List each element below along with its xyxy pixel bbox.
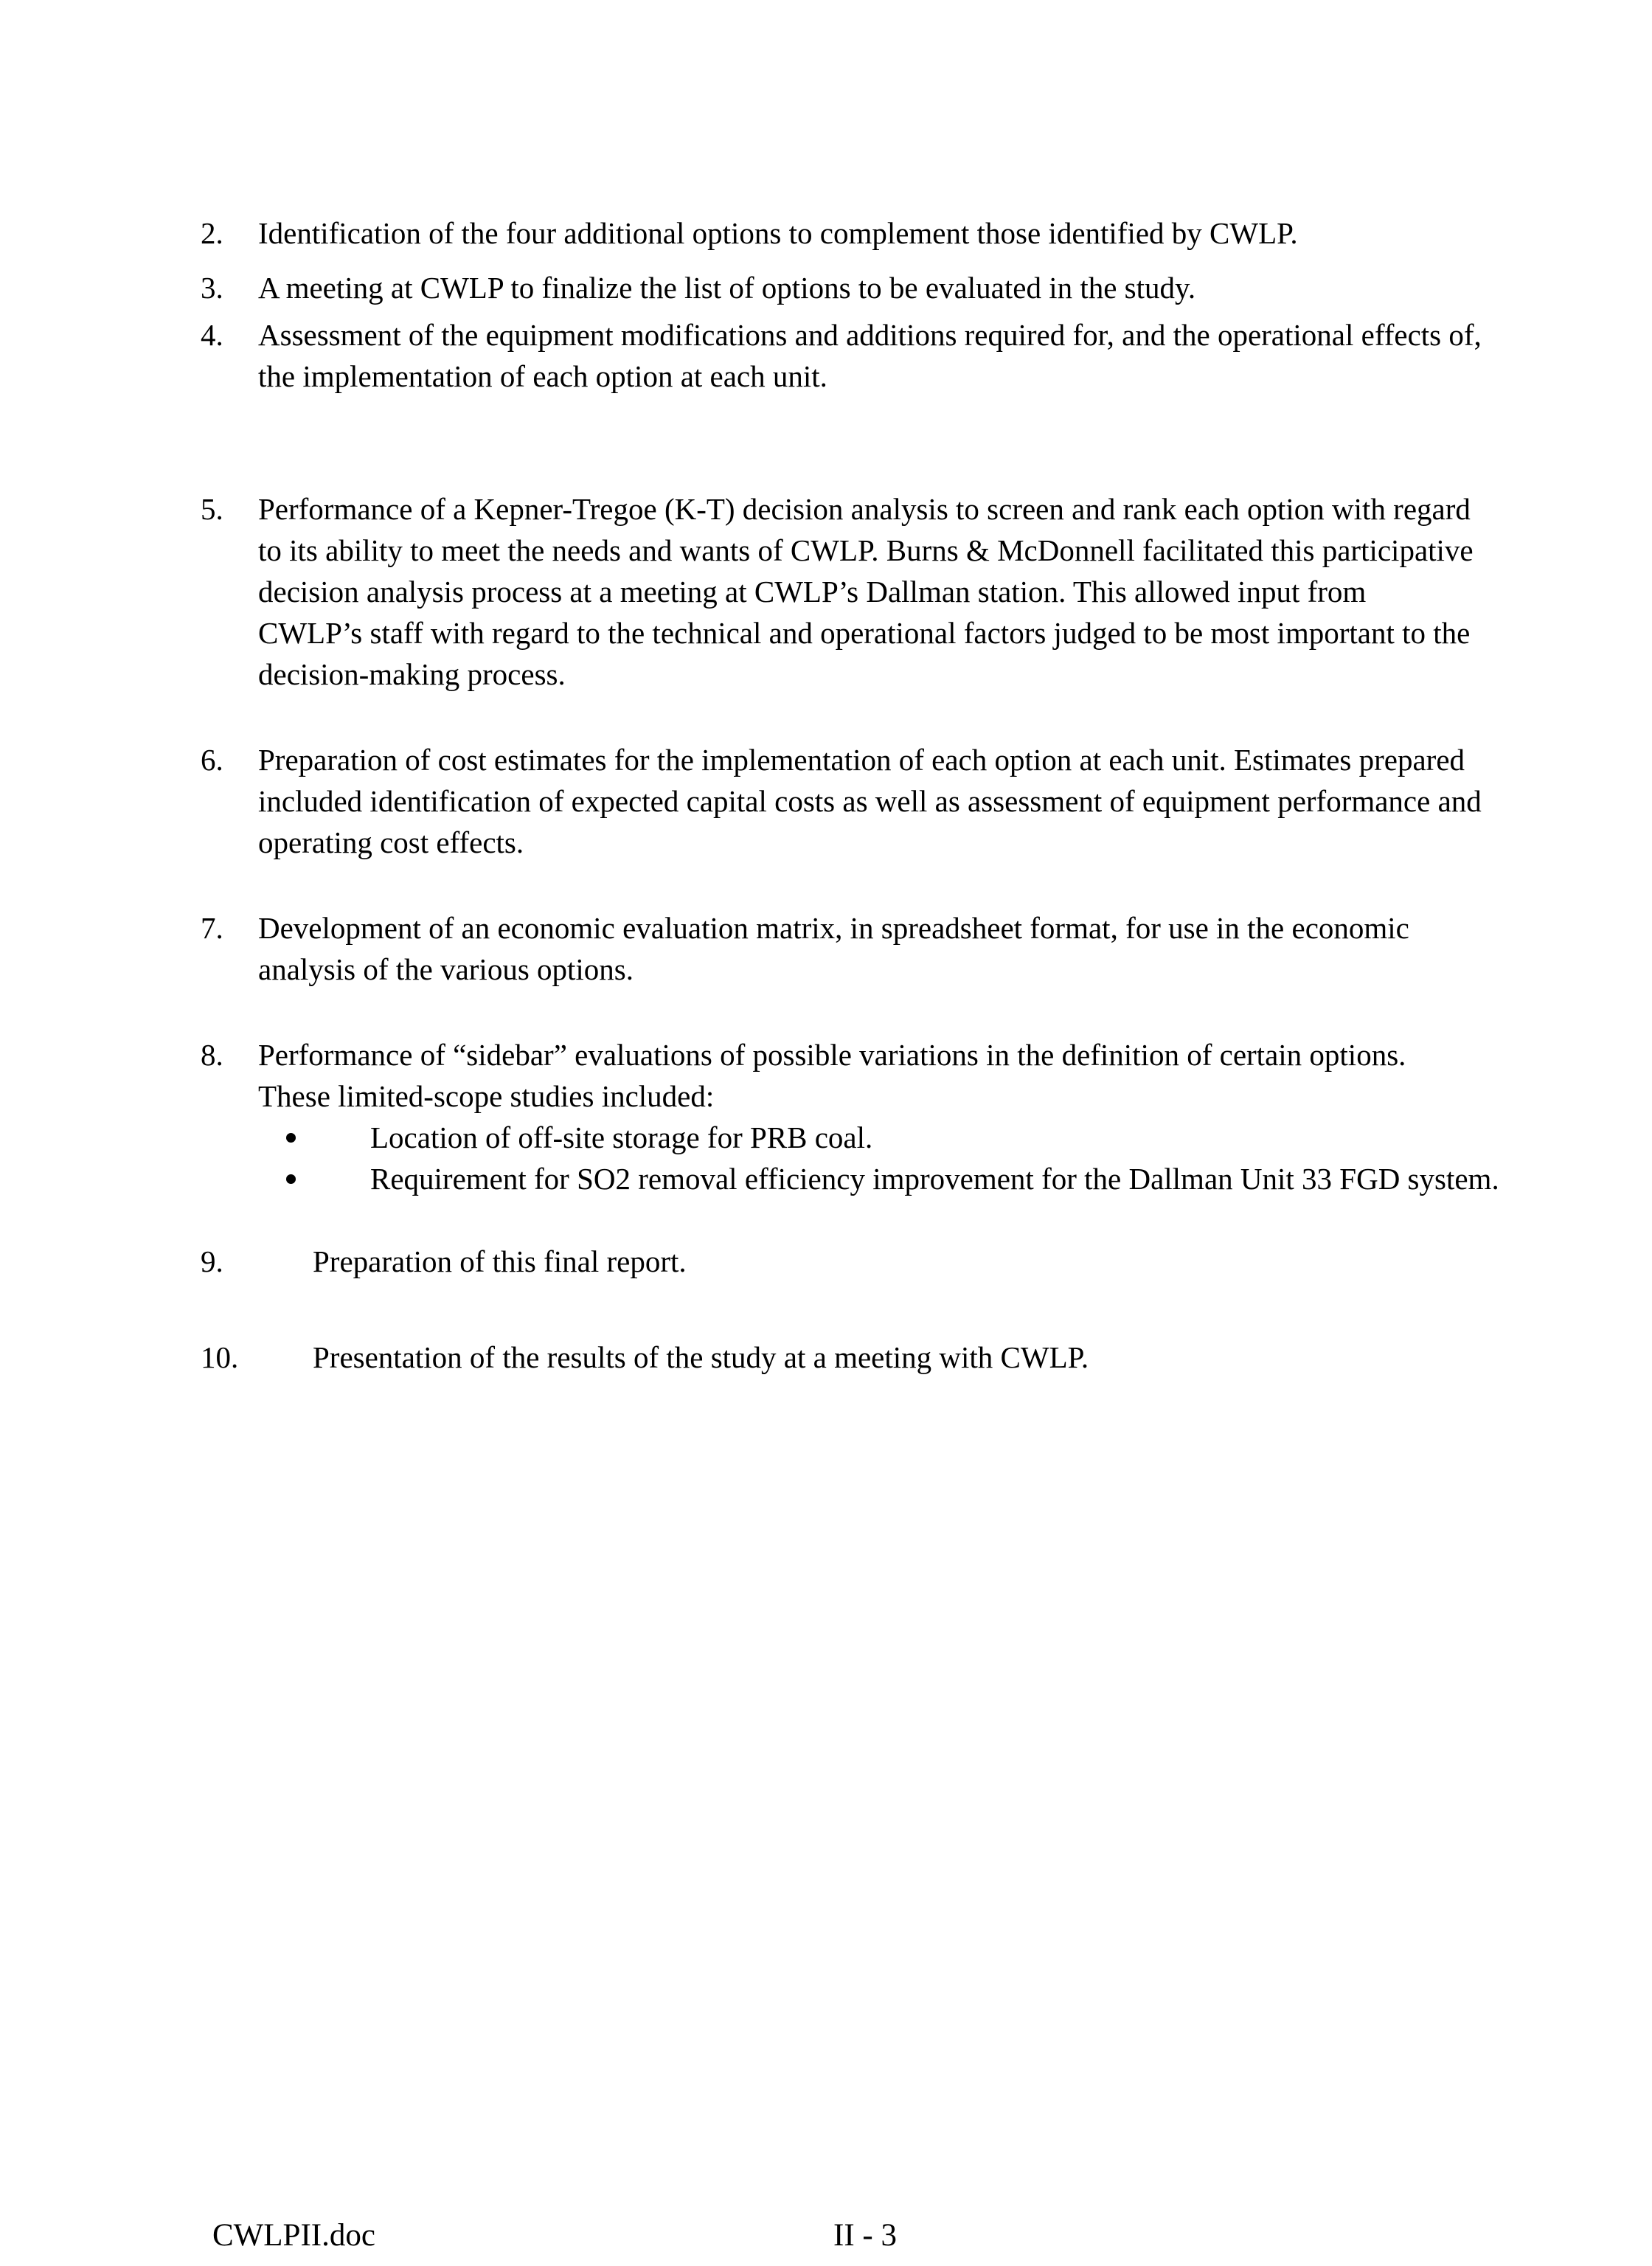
- bullet-icon: [286, 1174, 296, 1184]
- item-text: decision-making process.: [258, 657, 566, 691]
- item-text: Preparation of cost estimates for the implementation of each option at each unit. Estimates prepared: [258, 743, 1465, 777]
- item-text: Presentation of the results of the study at a meeting with CWLP.: [313, 1340, 1089, 1374]
- item-number: 7.: [201, 911, 223, 945]
- item-text: the implementation of each option at each unit.: [258, 359, 827, 393]
- bullet-item: [258, 1158, 1499, 1199]
- item-text: Performance of “sidebar” evaluations of possible variations in the definition of certain options.: [258, 1038, 1406, 1072]
- footer-page-number: II - 3: [833, 2218, 897, 2253]
- item-number: 9.: [201, 1244, 223, 1278]
- item-text: Preparation of this final report.: [313, 1244, 687, 1278]
- bullet-icon: [286, 1133, 296, 1143]
- item-number: 4.: [201, 318, 223, 352]
- item-text: analysis of the various options.: [258, 952, 634, 986]
- item-text: decision analysis process at a meeting at CWLP’s Dallman station. This allowed input from: [258, 575, 1367, 609]
- item-text: Development of an economic evaluation matrix, in spreadsheet format, for use in the economic: [258, 911, 1409, 945]
- item-text: These limited-scope studies included:: [258, 1079, 715, 1113]
- item-number: 5.: [201, 492, 223, 526]
- bullet-text: Location of off-site storage for PRB coal.: [370, 1120, 873, 1154]
- item-text: Performance of a Kepner-Tregoe (K-T) decision analysis to screen and rank each option with regard: [258, 492, 1471, 526]
- item-number: 3.: [201, 271, 223, 305]
- footer-filename: CWLPII.doc: [212, 2218, 375, 2253]
- item-text: to its ability to meet the needs and wants of CWLP. Burns & McDonnell facilitated this participative: [258, 533, 1474, 567]
- item-number: 10.: [201, 1340, 239, 1374]
- item-text: A meeting at CWLP to finalize the list of options to be evaluated in the study.: [258, 271, 1196, 305]
- item-text: Assessment of the equipment modifications and additions required for, and the operational effects of,: [258, 318, 1482, 352]
- bullet-item: [258, 1117, 1499, 1158]
- item-number: 2.: [201, 216, 223, 250]
- bullet-text: Requirement for SO2 removal efficiency improvement for the Dallman Unit 33 FGD system.: [370, 1162, 1499, 1196]
- item-number: 6.: [201, 743, 223, 777]
- item-text: CWLP’s staff with regard to the technical and operational factors judged to be most important to the: [258, 616, 1471, 650]
- item-text: Identification of the four additional options to complement those identified by CWLP.: [258, 216, 1298, 250]
- item-text: operating cost effects.: [258, 825, 524, 859]
- item-text: included identification of expected capital costs as well as assessment of equipment performance and: [258, 784, 1482, 818]
- item-number: 8.: [201, 1038, 223, 1072]
